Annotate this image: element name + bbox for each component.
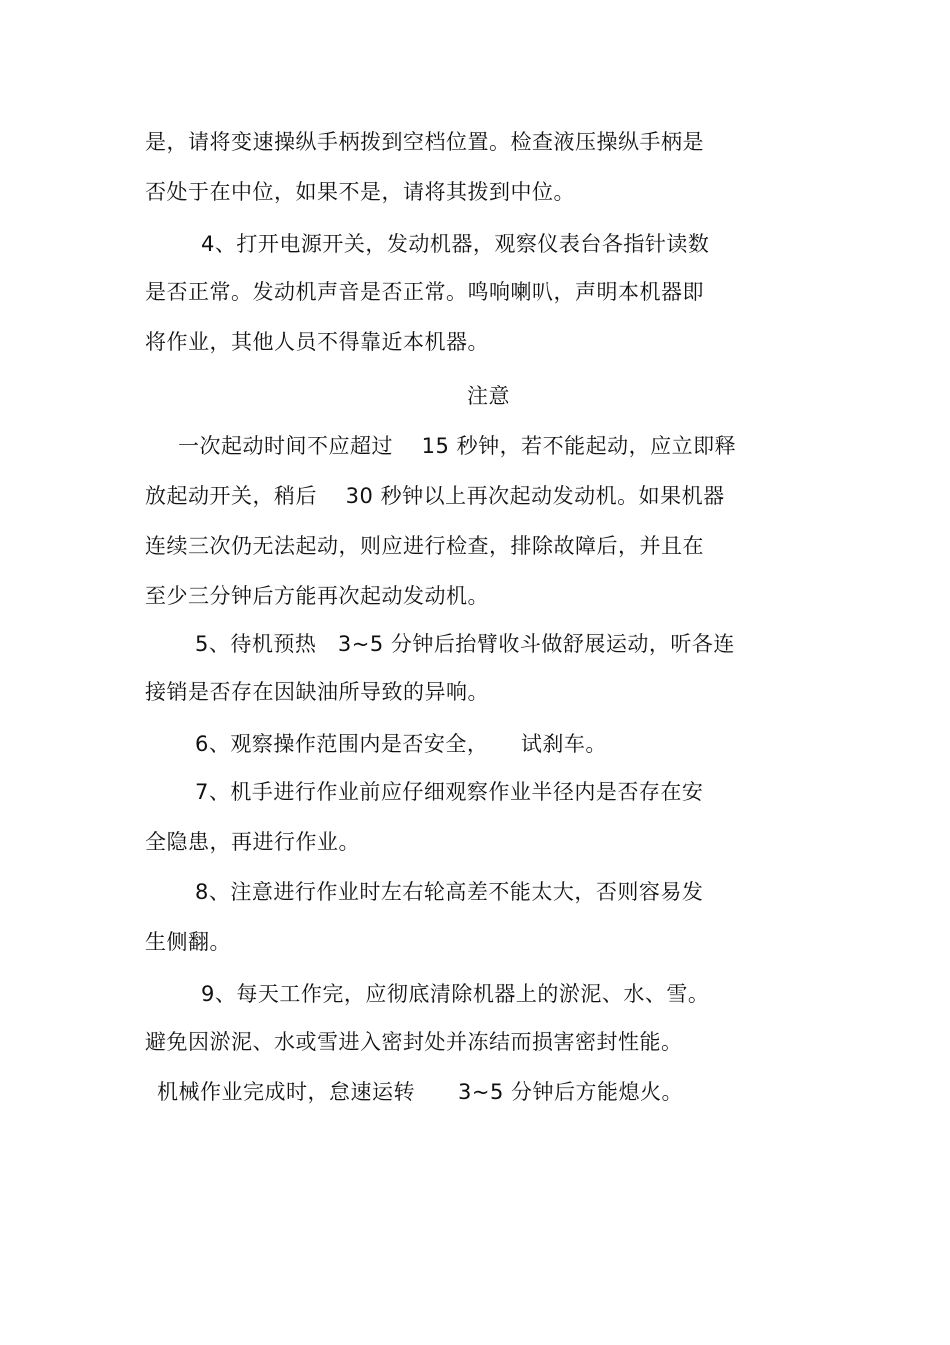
text-line: 连续三次仍无法起动，则应进行检查，排除故障后，并且在 — [145, 534, 704, 558]
text-line: 6、观察操作范围内是否安全， 试刹车。 — [195, 732, 607, 756]
text-line: 机械作业完成时，怠速运转 3~5 分钟后方能熄火。 — [157, 1080, 683, 1104]
text-line: 8、注意进行作业时左右轮高差不能太大，否则容易发 — [195, 880, 704, 904]
text-line: 是否正常。发动机声音是否正常。鸣响喇叭，声明本机器即 — [145, 280, 704, 304]
text-line: 全隐患，再进行作业。 — [145, 830, 360, 854]
text-line: 接销是否存在因缺油所导致的异响。 — [145, 680, 489, 704]
text-line: 将作业，其他人员不得靠近本机器。 — [145, 330, 489, 354]
text-line: 4、打开电源开关，发动机器，观察仪表台各指针读数 — [201, 232, 710, 256]
text-line: 至少三分钟后方能再次起动发动机。 — [145, 584, 489, 608]
text-line: 7、机手进行作业前应仔细观察作业半径内是否存在安 — [195, 780, 704, 804]
text-line: 放起动开关，稍后 30 秒钟以上再次起动发动机。如果机器 — [145, 484, 725, 508]
text-line: 一次起动时间不应超过 15 秒钟，若不能起动，应立即释 — [178, 434, 737, 458]
text-line: 避免因淤泥、水或雪进入密封处并冻结而损害密封性能。 — [145, 1030, 683, 1054]
text-line: 5、待机预热 3~5 分钟后抬臂收斗做舒展运动，听各连 — [195, 632, 735, 656]
text-line: 是，请将变速操纵手柄拨到空档位置。检查液压操纵手柄是 — [145, 130, 704, 154]
section-heading: 注意 — [467, 384, 510, 408]
text-line: 生侧翻。 — [145, 930, 231, 954]
text-line: 否处于在中位，如果不是，请将其拨到中位。 — [145, 180, 575, 204]
text-line: 9、每天工作完，应彻底清除机器上的淤泥、水、雪。 — [201, 982, 710, 1006]
